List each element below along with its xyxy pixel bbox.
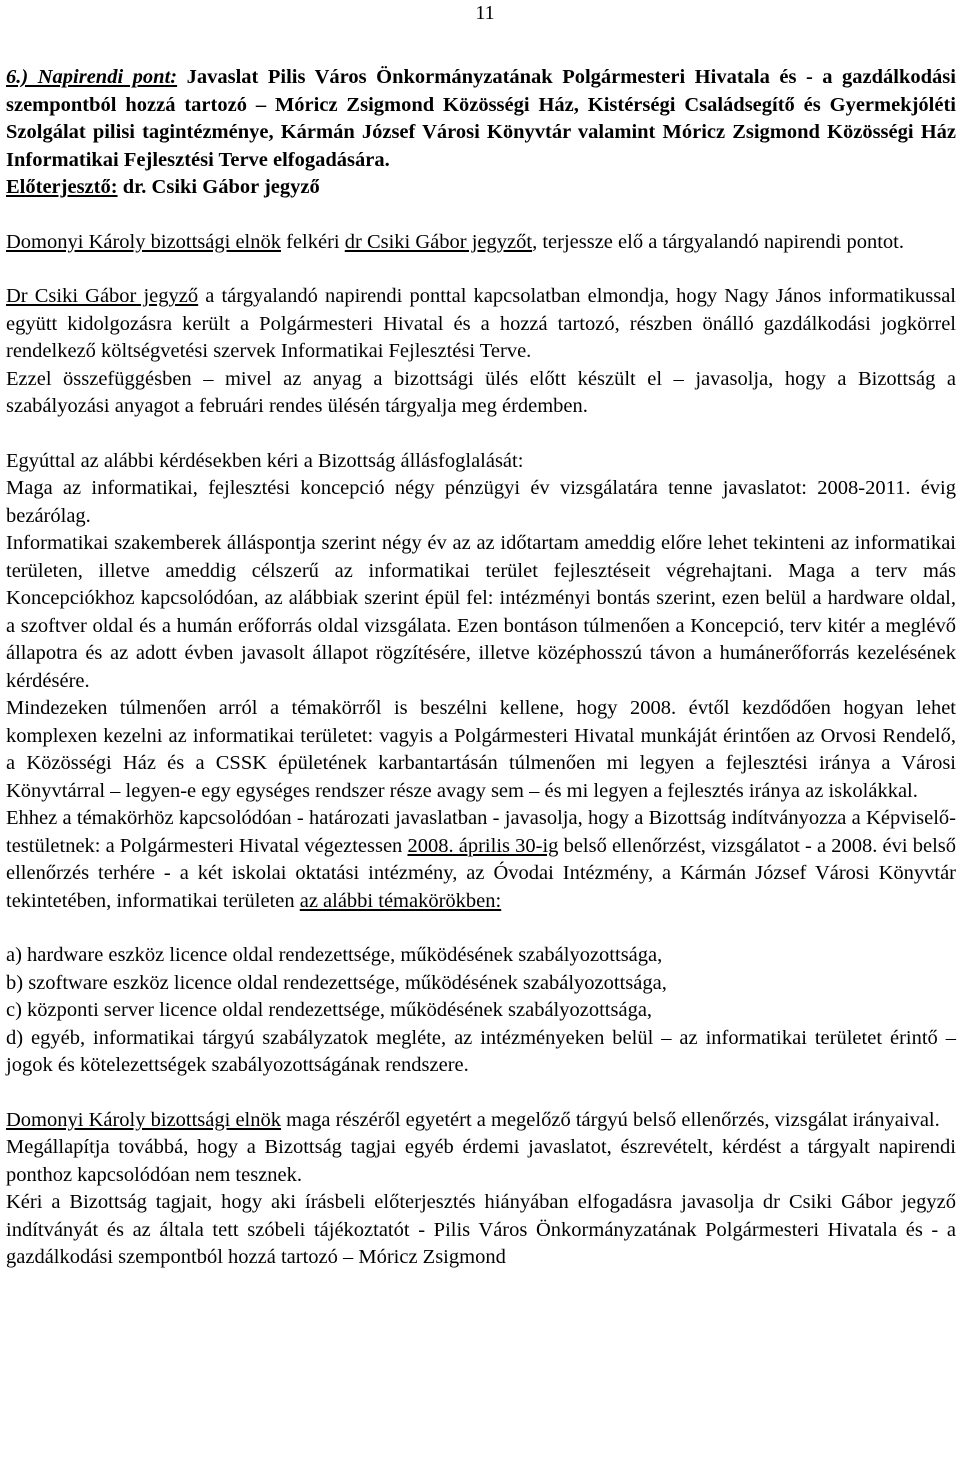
notary-name-2: Dr Csiki Gábor jegyző (6, 285, 199, 307)
list-item: b) szoftware eszköz licence oldal rendezettsége, működésének szabályozottsága, (6, 971, 667, 994)
paragraph-experts: Informatikai szakemberek álláspontja szerint négy év az az időtartam ameddig előre lehet tekinteni az informatikai területen, illetve ameddig célszerű az informatikai terület fejlesztéseit végrehajtani. Maga a terv más Koncepciókhoz kapcsolódóan, az alábbiak szerint épül fel: intézményi bontás szerint, ezen belül a hardware oldal, a szoftver oldal és a humán erőforrás oldal vizsgálata. Ezen bontáson túlmenően a Koncepció, terv kitér a meglévő állapotra és az adott évben javasolt állapot rögzítésére, illetve középhosszú távon a humánerőforrás kezelésének kérdésére. (6, 532, 956, 692)
proposal-text-a: Ehhez a témakörhöz kapcsolódóan - határozati javaslatban - javasolja, hogy a Bizottság indítványozza a Képviselő-testületnek: a Polgármesteri Hivatal végeztessen (6, 807, 956, 857)
chairman-agrees-text: maga részéről egyetért a megelőző tárgyú belső ellenőrzés, vizsgálat irányaival. (281, 1108, 940, 1131)
list-item: d) egyéb, informatikai tárgyú szabályzatok megléte, az intézményeken belül – az informatikai területet érintő – jogok és kötelezettségek szabályozottságának rendszere. (6, 1026, 956, 1076)
paragraph-intro-end: , terjessze elő a tárgyalandó napirendi pontot. (532, 230, 904, 253)
agenda-heading (6, 64, 956, 174)
chairman-name-2: Domonyi Károly bizottsági elnök (6, 1108, 281, 1131)
paragraph-concept: Maga az informatikai, fejlesztési koncepció négy pénzügyi év vizsgálatára tenne javaslatot: 2008-2011. évig bezárólag. (6, 477, 956, 527)
paragraph-notary-text: a tárgyalandó napirendi ponttal kapcsolatban elmondja, hogy Nagy János informatikussal együtt kidolgozásra került a Polgármesteri Hivatal és a hozzá tartozó, részben önálló gazdálkodási jogkörrel rendelkező költségvetési szervek Informatikai Fejlesztési Terve. (6, 285, 957, 362)
document-body (6, 64, 956, 1272)
presenter-name: dr. Csiki Gábor jegyző (117, 176, 320, 198)
proposal-text-b: belső ellenőrzést, vizsgálatot - a 2008. évi belső ellenőrzés terhére - a két iskolai oktatási intézmény, az Óvodai Intézmény, a Kármán József Városi Könyvtár tekintetében, informatikai területen (6, 834, 957, 912)
paragraph-intro-text: felkéri (281, 230, 345, 253)
paragraph-notary (6, 283, 956, 366)
paragraph-vote-request: Kéri a Bizottság tagjait, hogy aki írásbeli előterjesztés hiányában elfogadásra javasolja dr Csiki Gábor jegyző indítványát és az általa tett szóbeli tájékoztatót - Pilis Város Önkormányzatának Polgármesteri Hivatala és - a gazdálkodási szempontból hozzá tartozó – Móricz Zsigmond (6, 1191, 956, 1268)
page-number: 11 (475, 2, 495, 24)
paragraph-context: Ezzel összefüggésben – mivel az anyag a bizottsági ülés előtt készült el – javasolja, hogy a Bizottság a szabályozási anyagot a februári rendes ülésén tárgyalja meg érdemben. (6, 367, 956, 417)
proposal-deadline: 2008. április 30-ig (407, 834, 559, 857)
paragraph-intro (6, 229, 956, 257)
presenter-label: Előterjesztő: (6, 176, 118, 198)
notary-name: dr Csiki Gábor jegyzőt (344, 230, 533, 253)
paragraph-request: Egyúttal az alábbi kérdésekben kéri a Bizottság állásfoglalását: (6, 449, 524, 472)
chairman-name: Domonyi Károly bizottsági elnök (6, 230, 281, 253)
paragraph-topic: Mindezeken túlmenően arról a témakörről is beszélni kellene, hogy 2008. évtől kezdődően hogyan lehet komplexen kezelni az informatikai területet: vagyis a Polgármesteri Hivatal munkáját érintően az Orvosi Rendelő, a Közösségi Ház és a CSSK épületének karbantartásán túlmenően mi legyen a fejlesztési iránya a Városi Könyvtárral – legyen-e egy egységes rendszer része avagy sem – és mi legyen a fejlesztés iránya az iskolákkal. (6, 697, 956, 802)
paragraph-proposal (6, 805, 956, 915)
presenter-line (6, 174, 956, 202)
agenda-number-label: 6.) Napirendi pont: (6, 66, 178, 88)
proposal-topics-label: az alábbi témakörökben: (299, 889, 502, 912)
paragraph-chairman-agrees (6, 1107, 956, 1135)
list-item: c) központi server licence oldal rendezettsége, működésének szabályozottsága, (6, 999, 653, 1021)
agenda-title: Javaslat Pilis Város Önkormányzatának Polgármesteri Hivatala és - a gazdálkodási szempontból hozzá tartozó – Móricz Zsigmond Közösségi Ház, Kistérségi Családsegítő és Gyermekjóléti Szolgálat pilisi tagintézménye, Kármán József Városi Könyvtár valamint Móricz Zsigmond Közösségi Ház Informatikai Fejlesztési Terve elfogadására. (6, 66, 956, 171)
paragraph-findings: Megállapítja továbbá, hogy a Bizottság tagjai egyéb érdemi javaslatot, észrevételt, kérdést a tárgyalt napirendi ponthoz kapcsolódóan nem tesznek. (6, 1136, 956, 1186)
list-item: a) hardware eszköz licence oldal rendezettsége, működésének szabályozottsága, (6, 944, 663, 966)
